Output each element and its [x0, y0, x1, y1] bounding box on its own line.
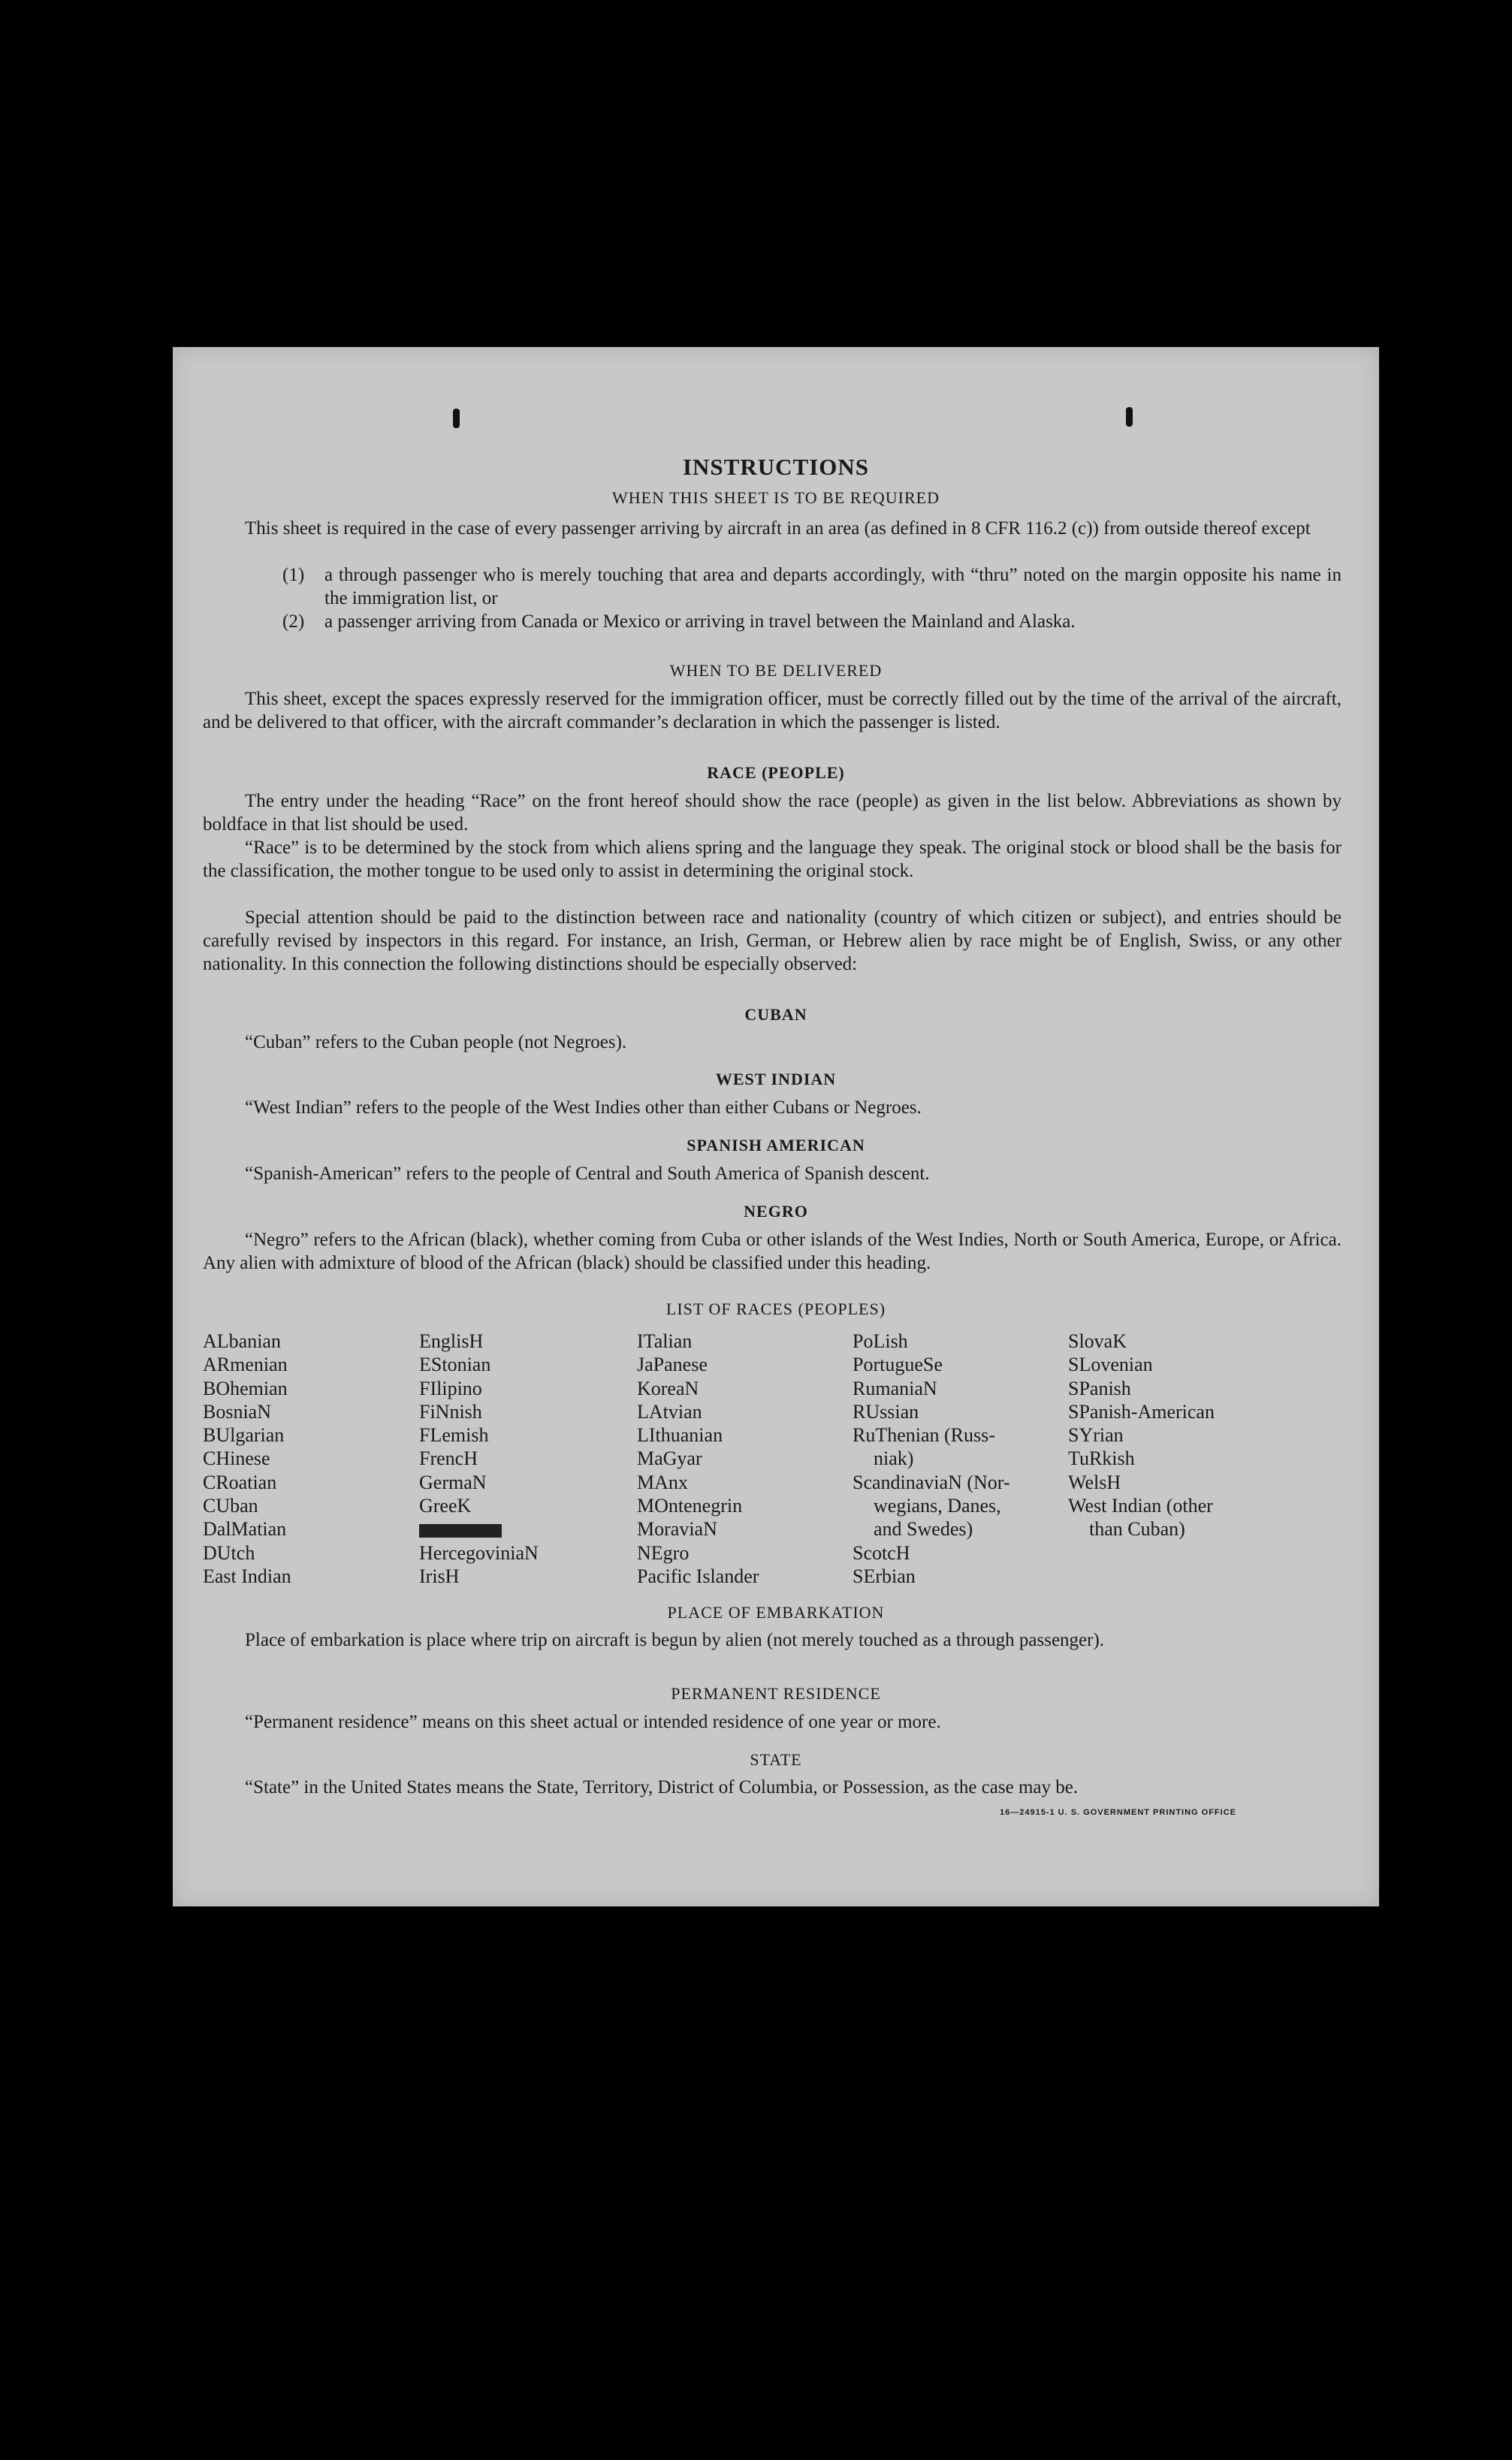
race-list-item: LAtvian	[637, 1400, 702, 1423]
redacted-entry	[419, 1517, 539, 1541]
race-list-item: CRoatian	[203, 1471, 277, 1493]
item-number: (1)	[282, 565, 305, 585]
section-title-cuban: CUBAN	[744, 1005, 807, 1024]
residence-text: “Permanent residence” means on this sheet actual or intended residence of one year or more.	[245, 1712, 941, 1732]
race-list-column-3	[637, 1330, 759, 1588]
section-title-when-required: WHEN THIS SHEET IS TO BE REQUIRED	[612, 488, 940, 507]
race-list-column-5	[1068, 1330, 1215, 1541]
race-list-item: SLovenian	[1068, 1354, 1153, 1376]
race-list-item: FiNnish	[419, 1400, 482, 1423]
section-title-negro: NEGRO	[744, 1202, 808, 1221]
race-list-item: ALbanian	[203, 1330, 281, 1352]
redaction-mark	[419, 1524, 502, 1538]
section-title-when-delivered: WHEN TO BE DELIVERED	[669, 661, 883, 680]
race-list-item: SErbian	[853, 1565, 916, 1587]
race-list-column-2	[419, 1330, 539, 1588]
spanish-american-text: “Spanish-American” refers to the people of Central and South America of Spanish descent.	[245, 1164, 930, 1184]
section-title-embarkation: PLACE OF EMBARKATION	[667, 1603, 885, 1622]
race-list-item: DUtch	[203, 1541, 255, 1564]
race-list-item: RuThenian (Russ-	[853, 1424, 995, 1447]
race-paragraph-1: The entry under the heading “Race” on the front hereof should show the race (people) as given in the list below. Abbreviations as shown by boldface in that list should be used.	[203, 791, 1341, 835]
when-required-intro: This sheet is required in the case of every passenger arriving by aircraft in an area (as defined in 8 CFR 116.2 (c)) from outside thereof except	[245, 518, 1311, 539]
race-list-item: Pacific Islander	[637, 1565, 759, 1587]
race-list-item: WelsH	[1068, 1471, 1121, 1493]
race-list-item: TuRkish	[1068, 1447, 1135, 1470]
west-indian-text: “West Indian” refers to the people of the West Indies other than either Cubans or Negroes.	[245, 1097, 922, 1118]
list-of-races-title: LIST OF RACES (PEOPLES)	[665, 1299, 886, 1318]
race-list-item: FIlipino	[419, 1377, 482, 1399]
printing-office-code: 16—24915-1 U. S. GOVERNMENT PRINTING OFFICE	[999, 1808, 1236, 1817]
race-list-item: SYrian	[1068, 1424, 1124, 1447]
race-list-item: West Indian (other	[1068, 1495, 1213, 1517]
section-title-west-indian: WEST INDIAN	[715, 1070, 837, 1088]
race-list-item: DalMatian	[203, 1518, 287, 1541]
state-text: “State” in the United States means the State, Territory, District of Columbia, or Possession, as the case may be.	[245, 1777, 1079, 1797]
section-title-residence: PERMANENT RESIDENCE	[671, 1684, 881, 1703]
race-list-item: BosniaN	[203, 1400, 271, 1423]
race-list-item-continued: niak)	[874, 1447, 914, 1470]
instructions-page	[173, 347, 1379, 1906]
race-list-column-1	[203, 1330, 291, 1588]
race-list-item: PortugueSe	[853, 1354, 943, 1376]
race-list-item: FLemish	[419, 1424, 489, 1447]
race-list-item: JaPanese	[637, 1354, 708, 1376]
race-list-item: ScotcH	[853, 1541, 910, 1564]
race-list-item: MOntenegrin	[637, 1495, 743, 1517]
embarkation-text: Place of embarkation is place where trip on aircraft is begun by alien (not merely touched as a through passenger).	[245, 1630, 1105, 1650]
race-list-item: CUban	[203, 1495, 258, 1517]
race-list-column-4	[853, 1330, 1010, 1588]
race-list-item: RumaniaN	[853, 1377, 937, 1399]
race-list-item: NEgro	[637, 1541, 690, 1564]
race-paragraph-2: “Race” is to be determined by the stock from which aliens spring and the language they speak. The original stock or blood shall be the basis for the classification, the mother tongue to be used only to assist in determining the original stock.	[203, 838, 1341, 881]
race-list-item: SPanish	[1068, 1377, 1131, 1399]
race-list-item: FrencH	[419, 1447, 478, 1470]
race-list-item: East Indian	[203, 1565, 291, 1587]
race-list-item: MoraviaN	[637, 1518, 717, 1541]
race-list-item: IrisH	[419, 1565, 460, 1587]
section-title-state: STATE	[750, 1750, 802, 1769]
race-list-item: EnglisH	[419, 1330, 484, 1352]
section-title-spanish-american: SPANISH AMERICAN	[687, 1136, 865, 1155]
race-list-item: RUssian	[853, 1400, 919, 1423]
race-list-item: ITalian	[637, 1330, 693, 1352]
race-list-item: ARmenian	[203, 1354, 288, 1376]
race-list-item: HercegoviniaN	[419, 1541, 539, 1564]
race-list-item-continued: than Cuban)	[1089, 1518, 1185, 1541]
race-list-item: GreeK	[419, 1495, 472, 1517]
item-number: (2)	[282, 611, 305, 632]
race-list-item: BUlgarian	[203, 1424, 285, 1447]
race-list-item: MaGyar	[637, 1447, 702, 1470]
race-list-item-continued: and Swedes)	[874, 1518, 973, 1541]
race-list-item: MAnx	[637, 1471, 688, 1493]
race-list-item: SlovaK	[1068, 1330, 1127, 1352]
race-list-item: KoreaN	[637, 1377, 699, 1399]
race-list-item: LIthuanian	[637, 1424, 723, 1447]
race-list-item-continued: wegians, Danes,	[874, 1495, 1001, 1517]
race-list-item: GermaN	[419, 1471, 487, 1493]
item-text: a through passenger who is merely touching that area and departs accordingly, with “thru” noted on the margin opposite his name in the immigration list, or	[324, 565, 1341, 608]
page-title: INSTRUCTIONS	[682, 454, 869, 480]
race-list-item: ScandinaviaN (Nor-	[853, 1471, 1010, 1493]
race-list-item: PoLish	[853, 1330, 908, 1352]
cuban-text: “Cuban” refers to the Cuban people (not Negroes).	[245, 1032, 627, 1052]
race-list-item: EStonian	[419, 1354, 491, 1376]
race-list-item: BOhemian	[203, 1377, 288, 1399]
negro-text: “Negro” refers to the African (black), whether coming from Cuba or other islands of the West Indies, North or South America, Europe, or Africa. Any alien with admixture of blood of the African (black) should be classified under this heading.	[203, 1230, 1341, 1273]
race-list-item: SPanish-American	[1068, 1400, 1215, 1423]
section-title-race: RACE (PEOPLE)	[707, 763, 845, 782]
race-list-item: CHinese	[203, 1447, 270, 1470]
document-sheet	[173, 347, 1379, 1906]
race-paragraph-3: Special attention should be paid to the distinction between race and nationality (country of which citizen or subject), and entries should be carefully revised by inspectors in this regard. For instance, an Irish, German, or Hebrew alien by race might be of English, Swiss, or any other nationality. In this connection the following distinctions should be especially observed:	[203, 907, 1341, 974]
item-text: a passenger arriving from Canada or Mexico or arriving in travel between the Mainland and Alaska.	[324, 611, 1076, 632]
when-delivered-text: This sheet, except the spaces expressly reserved for the immigration officer, must be correctly filled out by the time of the arrival of the aircraft, and be delivered to that officer, with the aircraft commander’s declaration in which the passenger is listed.	[203, 689, 1341, 732]
